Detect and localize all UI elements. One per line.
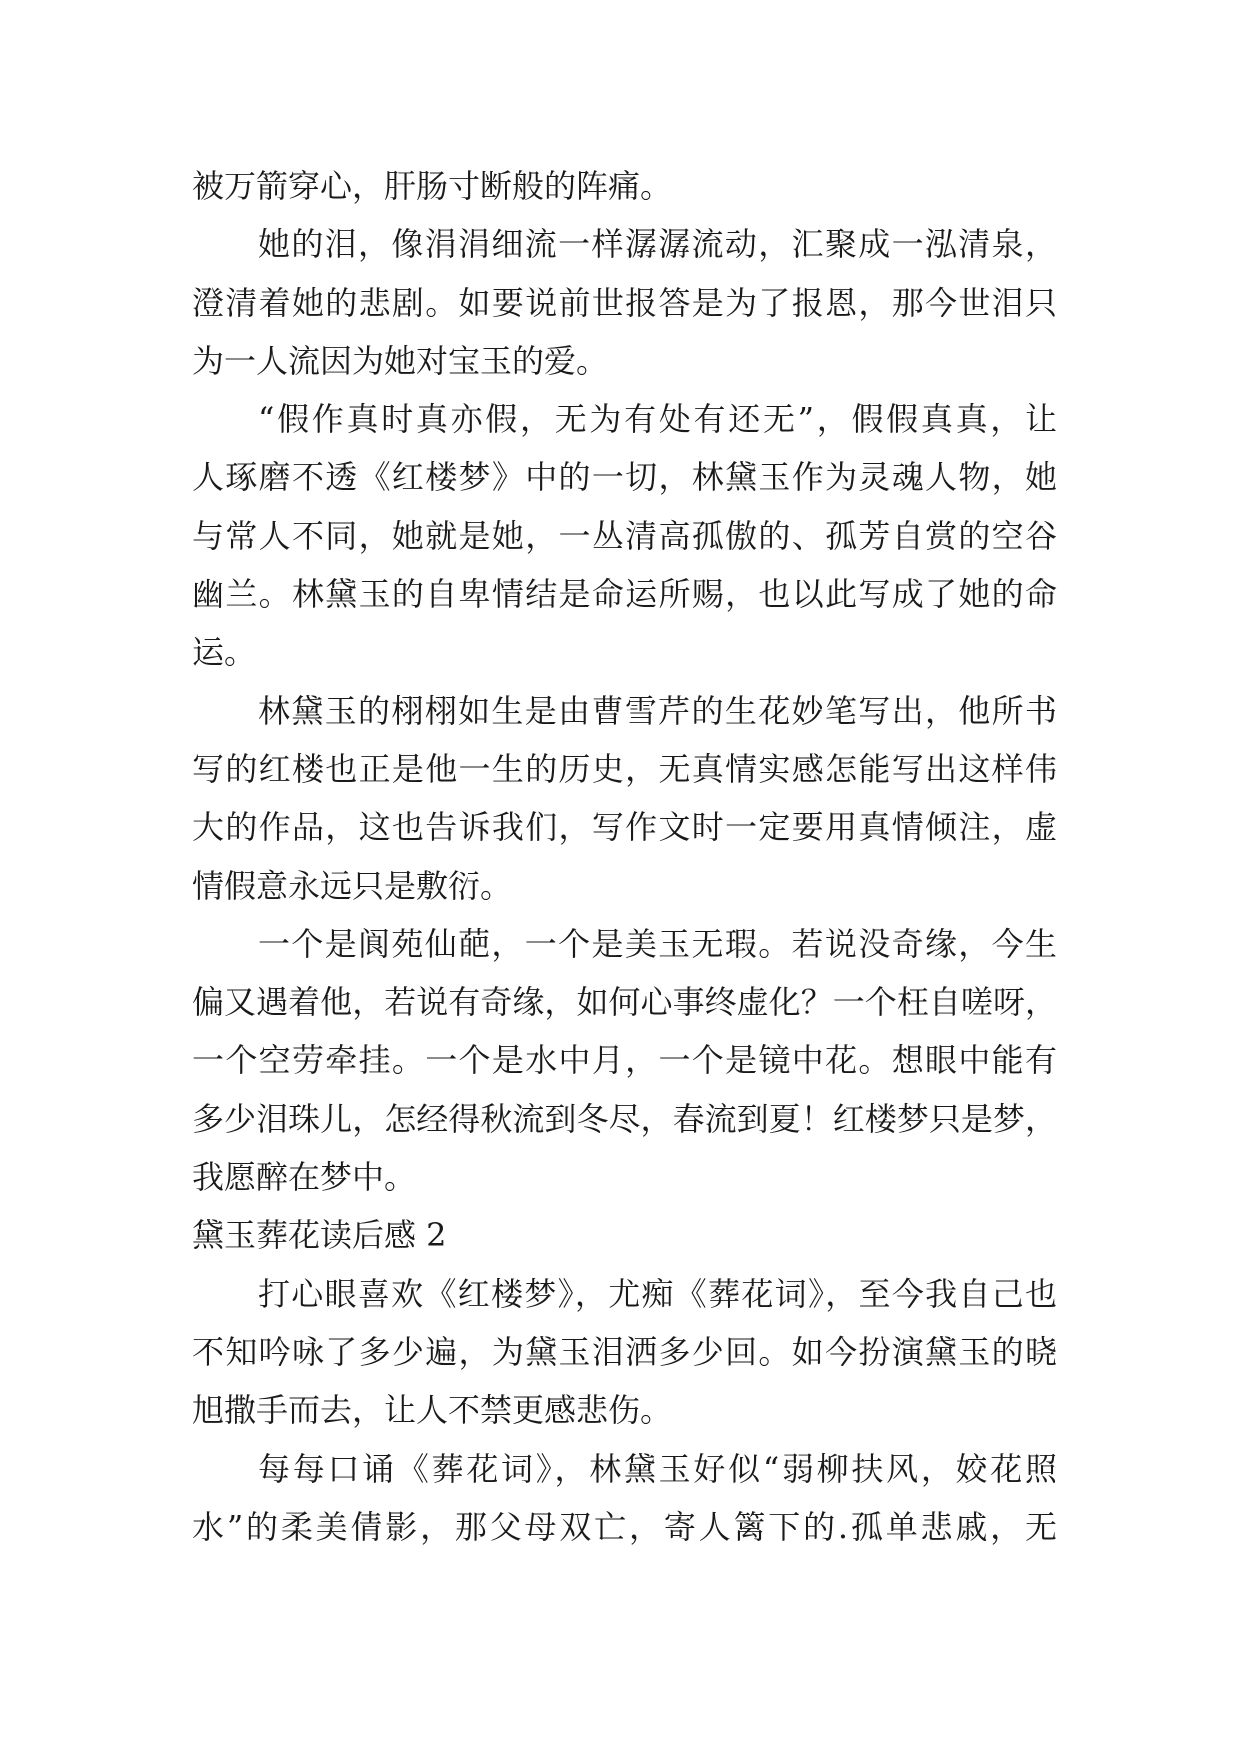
text-line: 情假意永远只是敷衍。 — [192, 866, 513, 905]
text-line: 林黛玉的栩栩如生是由曹雪芹的生花妙笔写出，他所书 — [258, 691, 1057, 730]
text-line: 一个空劳牵挂。一个是水中月，一个是镜中花。想眼中能有 — [192, 1041, 1057, 1080]
text-line: 她的泪，像涓涓细流一样潺潺流动，汇聚成一泓清泉， — [258, 225, 1057, 264]
text-line: “假作真时真亦假，无为有处有还无”，假假真真，让 — [258, 400, 1057, 439]
text-line: 写的红楼也正是他一生的历史，无真情实感怎能写出这样伟 — [192, 749, 1057, 788]
text-line: 人琢磨不透《红楼梦》中的一切，林黛玉作为灵魂人物，她 — [192, 458, 1057, 497]
text-line: 每每口诵《葬花词》，林黛玉好似“弱柳扶风，姣花照 — [258, 1449, 1057, 1488]
text-line: 大的作品，这也告诉我们，写作文时一定要用真情倾注，虚 — [192, 808, 1057, 847]
text-line: 不知吟咏了多少遍，为黛玉泪洒多少回。如今扮演黛玉的晓 — [192, 1332, 1057, 1371]
text-line: 水”的柔美倩影，那父母双亡，寄人篱下的.孤单悲戚，无 — [192, 1507, 1057, 1546]
text-line: 与常人不同，她就是她，一丛清高孤傲的、孤芳自赏的空谷 — [192, 516, 1057, 555]
text-line: 一个是阆苑仙葩，一个是美玉无瑕。若说没奇缘，今生 — [258, 924, 1057, 963]
text-line: 我愿醉在梦中。 — [192, 1158, 417, 1197]
text-line: 运。 — [192, 633, 257, 672]
text-line: 被万箭穿心，肝肠寸断般的阵痛。 — [192, 167, 673, 205]
document-body — [192, 165, 1057, 1564]
text-line: 偏又遇着他，若说有奇缘，如何心事终虚化？一个枉自嗟呀， — [192, 983, 1057, 1022]
section-heading: 黛玉葬花读后感 2 — [192, 1216, 447, 1255]
text-line: 澄清着她的悲剧。如要说前世报答是为了报恩，那今世泪只 — [192, 283, 1057, 322]
text-line: 为一人流因为她对宝玉的爱。 — [192, 341, 609, 380]
text-line: 旭撒手而去，让人不禁更感悲伤。 — [192, 1391, 673, 1430]
text-line: 多少泪珠儿，怎经得秋流到冬尽，春流到夏！红楼梦只是梦， — [192, 1099, 1057, 1138]
text-line: 打心眼喜欢《红楼梦》，尤痴《葬花词》，至今我自己也 — [258, 1274, 1057, 1313]
text-line: 幽兰。林黛玉的自卑情结是命运所赐，也以此写成了她的命 — [192, 575, 1057, 614]
